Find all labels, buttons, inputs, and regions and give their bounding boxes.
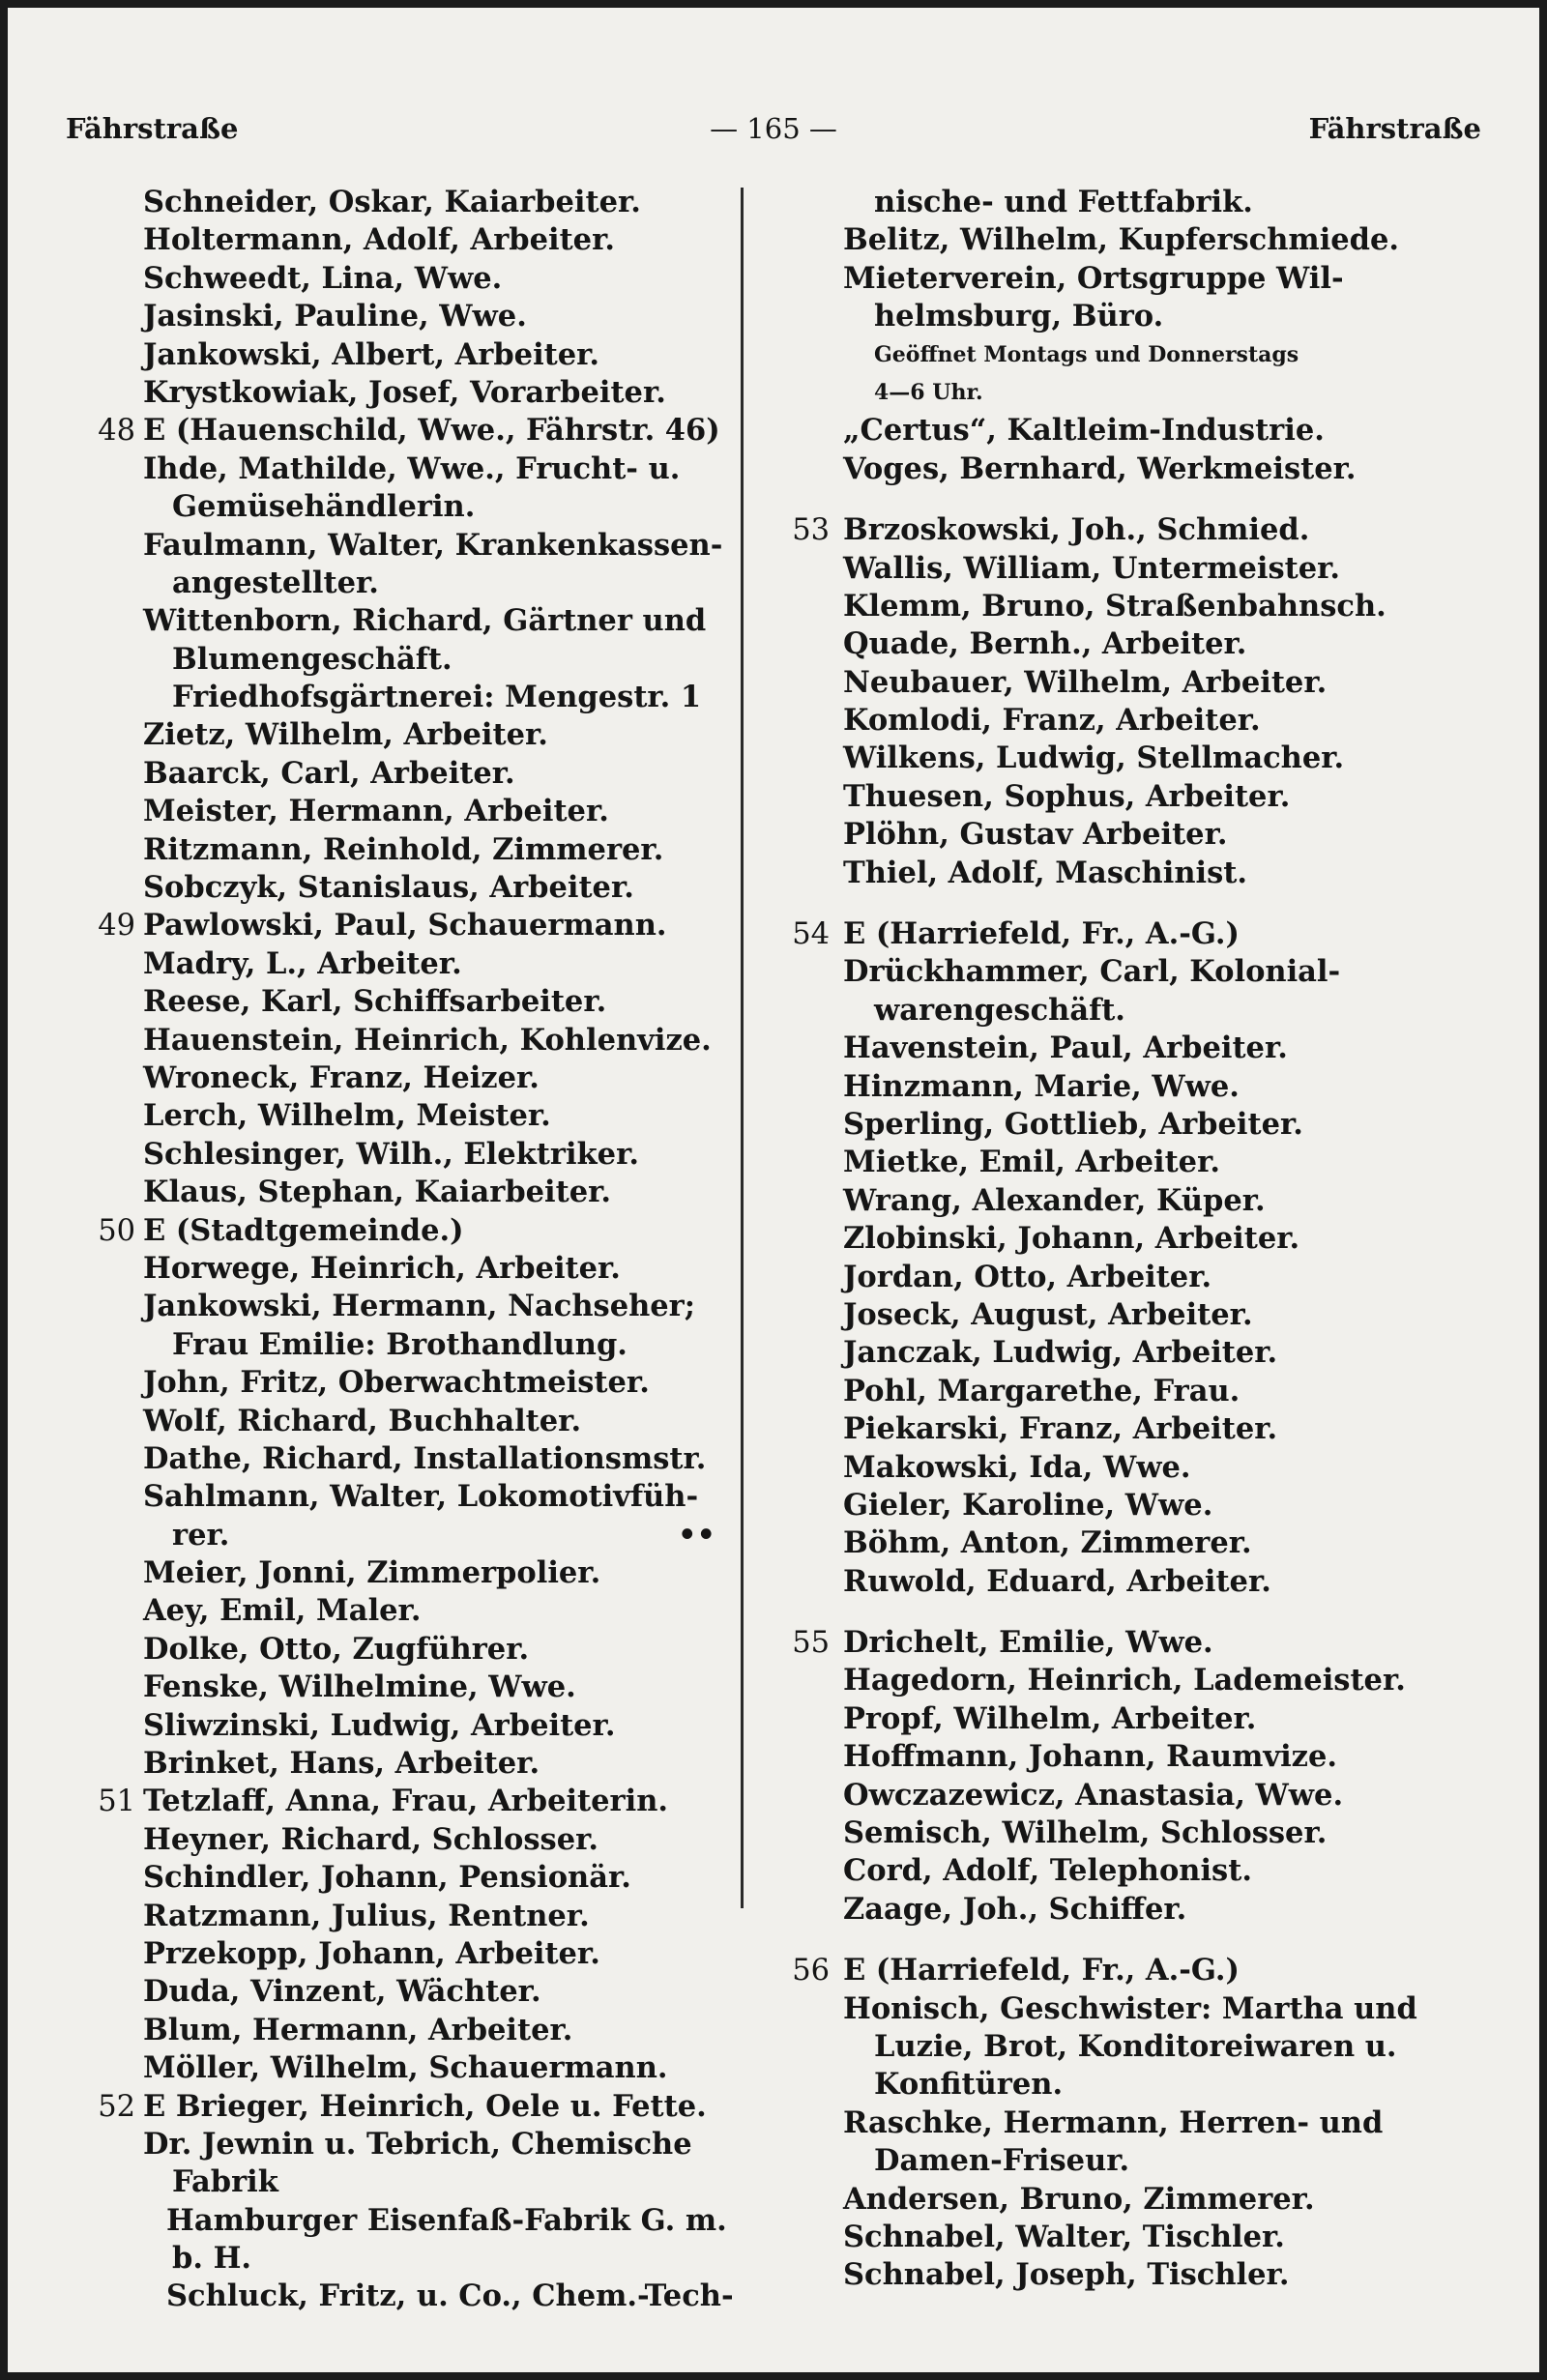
entry-text: helmsburg, Büro.	[874, 299, 1164, 334]
directory-entry	[85, 1212, 733, 1250]
directory-entry	[774, 2028, 1450, 2066]
entry-text: warengeschäft.	[874, 992, 1125, 1028]
directory-entry	[85, 336, 733, 374]
column-divider	[741, 188, 744, 1908]
entry-text: E (Harriefeld, Fr., A.-G.)	[843, 1953, 1240, 1988]
directory-entry	[774, 2181, 1450, 2219]
directory-entry	[774, 855, 1450, 892]
entry-text: Schindler, Johann, Pensionär.	[143, 1860, 631, 1896]
directory-entry	[85, 2126, 733, 2163]
directory-entry	[85, 641, 733, 679]
directory-entry	[774, 1296, 1450, 1334]
entry-text: Aey, Emil, Maler.	[143, 1593, 422, 1629]
entry-text: Jankowski, Hermann, Nachseher;	[143, 1289, 696, 1324]
directory-entry	[85, 2012, 733, 2049]
directory-entry	[85, 602, 733, 640]
directory-entry	[85, 679, 733, 716]
directory-entry	[85, 527, 733, 565]
directory-entry	[85, 1898, 733, 1935]
directory-entry	[774, 2219, 1450, 2256]
margin-dots: ••	[678, 1517, 715, 1553]
spacer	[774, 892, 1450, 915]
entry-text: Wroneck, Franz, Heizer.	[143, 1059, 540, 1095]
entry-text: Semisch, Wilhelm, Schlosser.	[843, 1815, 1328, 1851]
entry-text: Dathe, Richard, Installationsmstr.	[143, 1440, 707, 1476]
spacer	[774, 1601, 1450, 1624]
directory-entry	[774, 1814, 1450, 1852]
entry-text: Joseck, August, Arbeiter.	[843, 1296, 1253, 1332]
directory-entry	[85, 260, 733, 298]
entry-text: Belitz, Wilhelm, Kupferschmiede.	[843, 222, 1400, 258]
directory-entry	[85, 1403, 733, 1440]
house-number: 53	[792, 513, 830, 548]
entry-text: Andersen, Bruno, Zimmerer.	[843, 2181, 1315, 2217]
entry-text: Thiel, Adolf, Maschinist.	[843, 855, 1247, 890]
directory-entry	[774, 1990, 1450, 2028]
directory-entry	[774, 1952, 1450, 1989]
entry-text: Owczazewicz, Anastasia, Wwe.	[843, 1777, 1344, 1813]
directory-entry	[85, 1973, 733, 2011]
directory-entry	[774, 1777, 1450, 1814]
entry-text: Makowski, Ida, Wwe.	[843, 1449, 1191, 1485]
directory-entry	[85, 1554, 733, 1592]
directory-entry	[774, 778, 1450, 816]
house-number: 50	[98, 1213, 135, 1248]
entry-text: Meister, Hermann, Arbeiter.	[143, 794, 609, 829]
directory-entry	[774, 992, 1450, 1030]
entry-text: Schneider, Oskar, Kaiarbeiter.	[143, 185, 641, 219]
directory-entry	[774, 374, 1450, 412]
entry-text: Brzoskowski, Joh., Schmied.	[843, 512, 1310, 548]
directory-entry	[85, 2240, 733, 2278]
entry-text: Gemüsehändlerin.	[172, 489, 476, 525]
entry-text: Hoffmann, Johann, Raumvize.	[843, 1739, 1338, 1775]
directory-entry	[774, 1106, 1450, 1144]
directory-entry	[85, 869, 733, 907]
entry-text: Zaage, Joh., Schiffer.	[843, 1891, 1187, 1927]
left-column	[85, 184, 733, 2316]
directory-entry	[85, 1250, 733, 1288]
entry-text: Honisch, Geschwister: Martha und	[843, 1990, 1417, 2026]
entry-text: Przekopp, Johann, Arbeiter.	[143, 1935, 600, 1971]
entry-text: Wrang, Alexander, Küper.	[843, 1182, 1266, 1218]
entry-text: Blum, Hermann, Arbeiter.	[143, 2012, 573, 2047]
entry-text: Sperling, Gottlieb, Arbeiter.	[843, 1106, 1303, 1142]
directory-entry	[85, 221, 733, 259]
directory-entry	[774, 412, 1450, 450]
page-number: — 165 —	[710, 112, 837, 145]
directory-entry	[774, 511, 1450, 549]
spacer	[774, 1929, 1450, 1952]
entry-text: Duda, Vinzent, Wächter.	[143, 1974, 541, 2010]
directory-entry	[85, 1440, 733, 1478]
directory-entry	[85, 1478, 733, 1516]
directory-entry	[85, 831, 733, 869]
entry-text: Drichelt, Emilie, Wwe.	[843, 1625, 1213, 1661]
entry-text: Krystkowiak, Josef, Vorarbeiter.	[143, 374, 666, 410]
entry-text: Madry, L., Arbeiter.	[143, 945, 462, 981]
directory-entry	[85, 1935, 733, 1973]
directory-entry	[774, 1700, 1450, 1738]
directory-entry	[774, 740, 1450, 777]
entry-text: „Certus“, Kaltleim-Industrie.	[843, 413, 1325, 449]
directory-entry	[774, 1891, 1450, 1929]
directory-entry	[85, 2088, 733, 2126]
directory-entry	[774, 816, 1450, 854]
entry-text: E Brieger, Heinrich, Oele u. Fette.	[143, 2088, 707, 2124]
directory-entry	[85, 1859, 733, 1897]
entry-text: Gieler, Karoline, Wwe.	[843, 1487, 1213, 1523]
directory-entry	[774, 260, 1450, 298]
directory-entry	[774, 953, 1450, 991]
running-head	[66, 112, 1481, 151]
directory-entry	[85, 1745, 733, 1783]
entry-text: Jasinski, Pauline, Wwe.	[143, 299, 527, 334]
directory-entry	[774, 915, 1450, 953]
entry-text: Schlesinger, Wilh., Elektriker.	[143, 1136, 639, 1172]
directory-entry	[774, 1449, 1450, 1487]
entry-text: Schluck, Fritz, u. Co., Chem.-Tech-	[166, 2278, 734, 2314]
entry-text: Horwege, Heinrich, Arbeiter.	[143, 1250, 621, 1286]
entry-text: angestellter.	[172, 565, 379, 600]
entry-text: Ihde, Mathilde, Wwe., Frucht- u.	[143, 450, 681, 486]
directory-entry	[85, 1288, 733, 1325]
entry-text: Baarck, Carl, Arbeiter.	[143, 755, 515, 791]
entry-text: Reese, Karl, Schiffsarbeiter.	[143, 984, 607, 1020]
entry-text: Meier, Jonni, Zimmerpolier.	[143, 1555, 601, 1591]
entry-text: Holtermann, Adolf, Arbeiter.	[143, 222, 615, 258]
entry-text: Klaus, Stephan, Kaiarbeiter.	[143, 1175, 612, 1210]
entry-text: Hamburger Eisenfaß-Fabrik G. m.	[166, 2202, 727, 2238]
entry-text: Fabrik	[172, 2164, 278, 2200]
directory-entry	[774, 1068, 1450, 1106]
directory-entry	[85, 1059, 733, 1097]
directory-entry	[85, 983, 733, 1021]
entry-text: Lerch, Wilhelm, Meister.	[143, 1098, 551, 1134]
entry-text: 4—6 Uhr.	[874, 379, 983, 405]
entry-text: Mieterverein, Ortsgruppe Wil-	[843, 260, 1344, 296]
entry-text: Dolke, Otto, Zugführer.	[143, 1631, 530, 1667]
directory-entry	[85, 755, 733, 793]
entry-text: Wallis, William, Untermeister.	[843, 550, 1341, 586]
entry-text: Mietke, Emil, Arbeiter.	[843, 1145, 1220, 1180]
entry-text: Luzie, Brot, Konditoreiwaren u.	[874, 2028, 1397, 2064]
entry-text: Voges, Bernhard, Werkmeister.	[843, 450, 1357, 486]
directory-entry	[85, 2163, 733, 2201]
entry-text: Piekarski, Franz, Arbeiter.	[843, 1411, 1278, 1447]
header-street-right: Fährstraße	[1308, 112, 1481, 145]
entry-text: Plöhn, Gustav Arbeiter.	[843, 817, 1228, 853]
directory-entry	[85, 565, 733, 602]
directory-entry	[774, 550, 1450, 588]
directory-entry	[774, 625, 1450, 663]
directory-entry	[85, 374, 733, 412]
directory-entry	[85, 1783, 733, 1820]
directory-entry	[774, 1030, 1450, 1067]
directory-entry	[85, 1136, 733, 1174]
entry-text: Klemm, Bruno, Straßenbahnsch.	[843, 588, 1386, 624]
directory-entry	[85, 184, 733, 221]
entry-text: Janczak, Ludwig, Arbeiter.	[843, 1335, 1278, 1371]
entry-text: Hauenstein, Heinrich, Kohlenvize.	[143, 1022, 712, 1058]
entry-text: Schnabel, Walter, Tischler.	[843, 2219, 1285, 2254]
entry-text: Damen-Friseur.	[874, 2143, 1130, 2179]
directory-entry	[774, 1144, 1450, 1181]
directory-entry	[85, 2049, 733, 2087]
entry-text: Neubauer, Wilhelm, Arbeiter.	[843, 664, 1328, 700]
directory-entry	[774, 184, 1450, 221]
entry-text: Thuesen, Sophus, Arbeiter.	[843, 778, 1291, 814]
house-number: 51	[98, 1785, 135, 1819]
entry-text: Drückhammer, Carl, Kolonial-	[843, 954, 1341, 990]
spacer	[774, 488, 1450, 511]
directory-entry	[85, 1364, 733, 1402]
directory-entry	[774, 1334, 1450, 1372]
entry-text: Geöffnet Montags und Donnerstags	[874, 341, 1299, 367]
entry-text: Dr. Jewnin u. Tebrich, Chemische	[143, 2126, 692, 2162]
entry-text: Propf, Wilhelm, Arbeiter.	[843, 1700, 1257, 1736]
entry-text: Pohl, Margarethe, Frau.	[843, 1373, 1241, 1408]
directory-page	[8, 8, 1539, 2372]
directory-entry	[85, 1592, 733, 1630]
directory-entry	[85, 412, 733, 450]
entry-text: Hinzmann, Marie, Wwe.	[843, 1068, 1240, 1104]
directory-entry	[774, 2104, 1450, 2142]
entry-text: rer.	[172, 1517, 230, 1553]
directory-entry	[85, 1631, 733, 1669]
entry-text: Zietz, Wilhelm, Arbeiter.	[143, 717, 548, 753]
entry-text: Zlobinski, Johann, Arbeiter.	[843, 1221, 1300, 1257]
entry-text: Frau Emilie: Brothandlung.	[172, 1326, 628, 1362]
directory-entry	[774, 336, 1450, 374]
directory-entry	[774, 588, 1450, 625]
house-number: 56	[792, 1954, 830, 1988]
directory-entry	[85, 450, 733, 488]
entry-text: Hagedorn, Heinrich, Lademeister.	[843, 1663, 1406, 1698]
entry-text: Faulmann, Walter, Krankenkassen-	[143, 527, 723, 563]
house-number: 49	[98, 909, 135, 943]
directory-entry	[85, 1174, 733, 1211]
entry-text: Konfitüren.	[874, 2067, 1064, 2103]
entry-text: Sahlmann, Walter, Lokomotivfüh-	[143, 1479, 699, 1515]
entry-text: Ratzmann, Julius, Rentner.	[143, 1898, 590, 1933]
directory-entry	[774, 1410, 1450, 1448]
entry-text: Blumengeschäft.	[172, 641, 452, 677]
directory-entry	[85, 1669, 733, 1706]
directory-entry	[85, 907, 733, 944]
entry-text: Sobczyk, Stanislaus, Arbeiter.	[143, 870, 634, 906]
entry-text: E (Harriefeld, Fr., A.-G.)	[843, 916, 1240, 952]
directory-entry	[774, 298, 1450, 335]
directory-entry	[774, 1563, 1450, 1601]
directory-entry	[774, 2256, 1450, 2294]
entry-text: nische- und Fettfabrik.	[874, 185, 1253, 219]
directory-entry	[774, 702, 1450, 740]
directory-entry	[774, 1259, 1450, 1296]
entry-text: Raschke, Hermann, Herren- und	[843, 2104, 1384, 2140]
entry-text: Sliwzinski, Ludwig, Arbeiter.	[143, 1707, 616, 1743]
directory-entry	[774, 1524, 1450, 1562]
entry-text: Schweedt, Lina, Wwe.	[143, 260, 503, 296]
entry-text: Böhm, Anton, Zimmerer.	[843, 1525, 1252, 1561]
directory-entry	[85, 793, 733, 830]
directory-entry	[85, 1821, 733, 1859]
directory-entry	[85, 1707, 733, 1745]
directory-entry	[85, 2202, 733, 2240]
entry-text: Brinket, Hans, Arbeiter.	[143, 1746, 540, 1782]
directory-entry	[774, 221, 1450, 259]
directory-entry	[85, 488, 733, 526]
entry-text: John, Fritz, Oberwachtmeister.	[143, 1365, 650, 1401]
entry-text: Quade, Bernh., Arbeiter.	[843, 626, 1247, 662]
directory-entry	[85, 1097, 733, 1135]
house-number: 52	[98, 2089, 135, 2124]
entry-text: Tetzlaff, Anna, Frau, Arbeiterin.	[143, 1784, 668, 1819]
entry-text: Havenstein, Paul, Arbeiter.	[843, 1030, 1288, 1066]
directory-entry	[85, 298, 733, 335]
directory-entry	[85, 945, 733, 983]
entry-text: Wolf, Richard, Buchhalter.	[143, 1403, 582, 1438]
entry-text: Pawlowski, Paul, Schauermann.	[143, 908, 667, 943]
directory-entry	[774, 1738, 1450, 1776]
directory-entry	[774, 1182, 1450, 1220]
entry-text: Ritzmann, Reinhold, Zimmerer.	[143, 831, 664, 867]
house-number: 55	[792, 1626, 830, 1661]
directory-entry	[85, 716, 733, 754]
entry-text: Jankowski, Albert, Arbeiter.	[143, 336, 600, 372]
entry-text: Friedhofsgärtnerei: Mengestr. 1	[172, 680, 702, 715]
entry-text: Schnabel, Joseph, Tischler.	[843, 2257, 1290, 2293]
directory-entry	[85, 1022, 733, 1059]
entry-text: b. H.	[172, 2241, 251, 2277]
house-number: 48	[98, 414, 135, 449]
entry-text: Heyner, Richard, Schlosser.	[143, 1821, 599, 1857]
entry-text: Wilkens, Ludwig, Stellmacher.	[843, 740, 1345, 776]
entry-text: Cord, Adolf, Telephonist.	[843, 1853, 1252, 1889]
header-street-left: Fährstraße	[66, 112, 239, 145]
directory-entry	[85, 2278, 733, 2315]
directory-entry	[774, 1373, 1450, 1410]
entry-text: Ruwold, Eduard, Arbeiter.	[843, 1563, 1271, 1599]
entry-text: Komlodi, Franz, Arbeiter.	[843, 703, 1261, 739]
entry-text: Möller, Wilhelm, Schauermann.	[143, 2050, 668, 2086]
house-number: 54	[792, 917, 830, 952]
directory-entry	[774, 1220, 1450, 1258]
entry-text: Jordan, Otto, Arbeiter.	[843, 1259, 1212, 1294]
right-column	[774, 184, 1450, 2295]
directory-entry	[774, 1662, 1450, 1699]
directory-entry	[774, 450, 1450, 488]
entry-text: Wittenborn, Richard, Gärtner und	[143, 603, 707, 639]
entry-text: E (Stadtgemeinde.)	[143, 1212, 464, 1248]
directory-entry	[774, 664, 1450, 702]
directory-entry	[774, 2142, 1450, 2180]
directory-entry	[774, 1624, 1450, 1662]
directory-entry	[774, 1852, 1450, 1890]
directory-entry	[774, 1487, 1450, 1524]
entry-text: E (Hauenschild, Wwe., Fährstr. 46)	[143, 413, 720, 449]
directory-entry	[85, 1517, 733, 1554]
directory-entry	[774, 2066, 1450, 2104]
directory-entry	[85, 1326, 733, 1364]
entry-text: Fenske, Wilhelmine, Wwe.	[143, 1669, 576, 1705]
